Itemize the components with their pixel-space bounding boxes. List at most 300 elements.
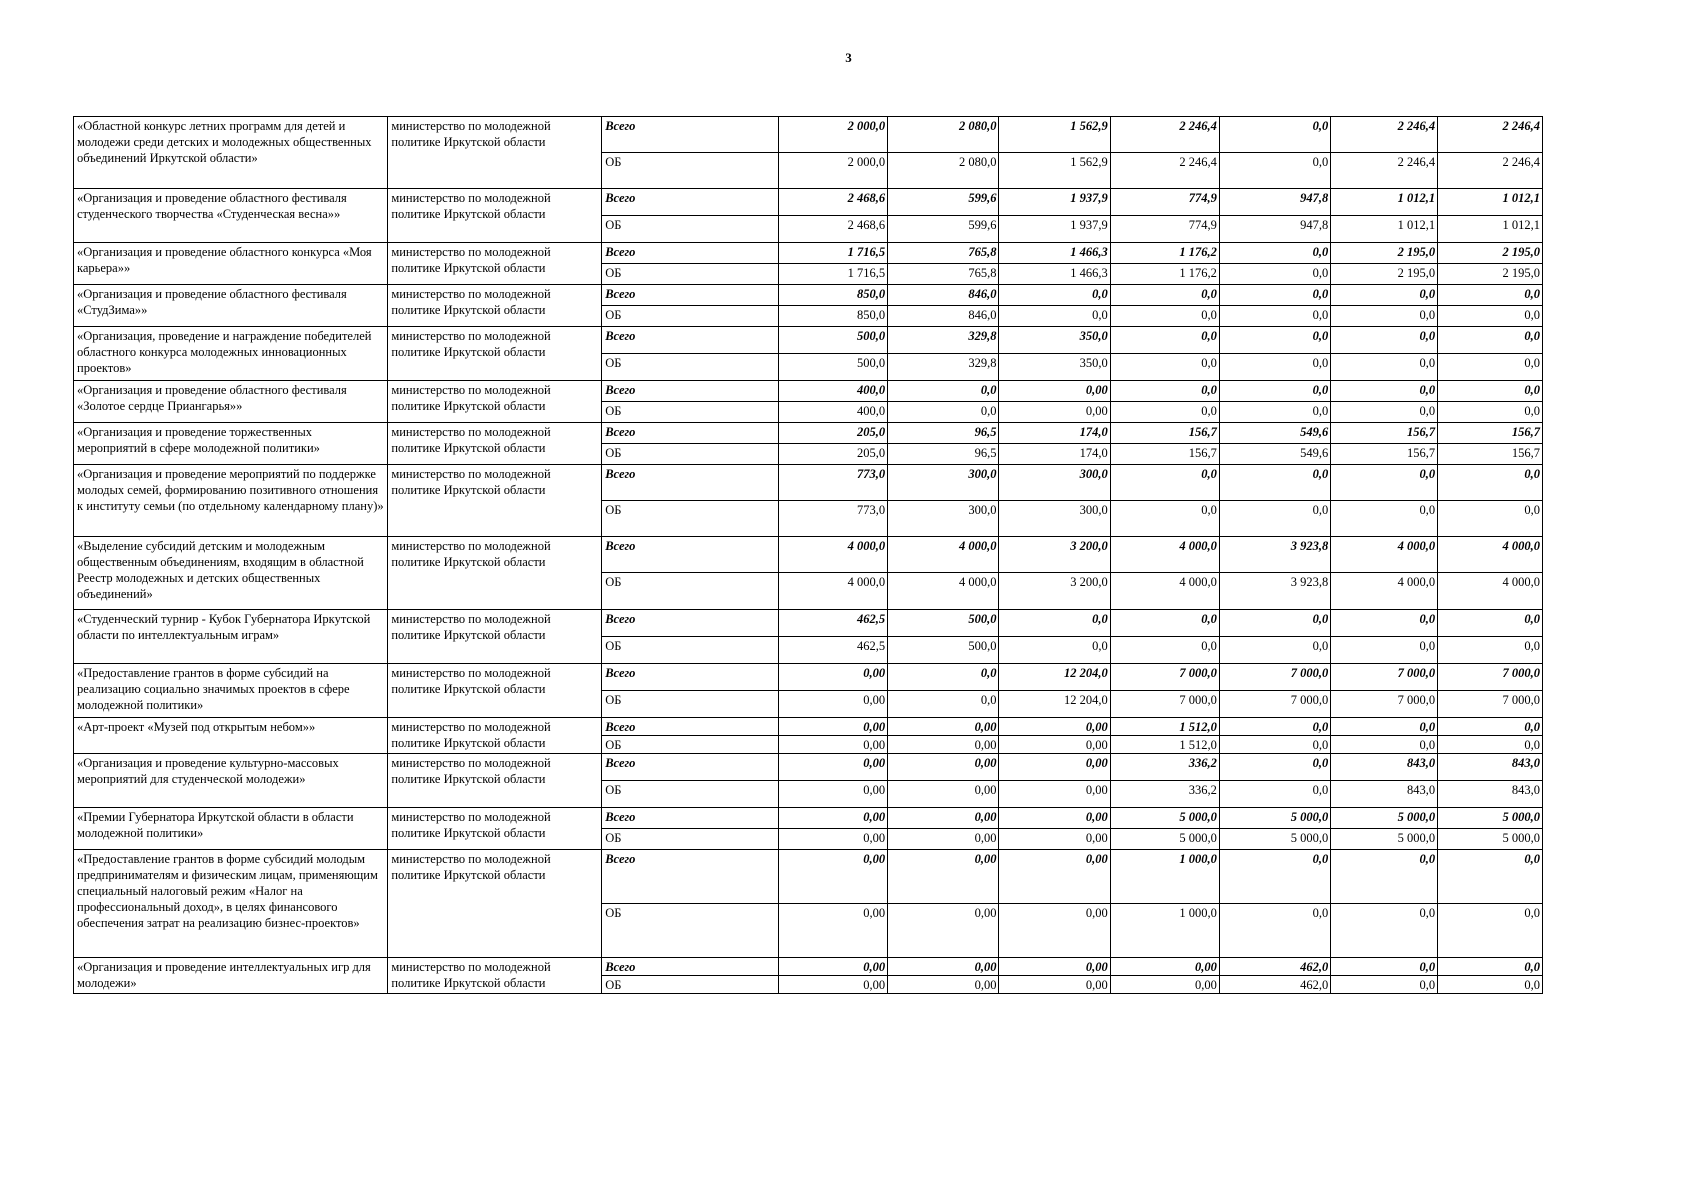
ob-value-cell: 0,0 — [1438, 306, 1543, 327]
table-row-total — [74, 610, 1543, 637]
ob-value-cell: 329,8 — [888, 354, 999, 381]
total-value-cell: 0,0 — [1219, 610, 1330, 637]
funding-source-ob-label: ОБ — [602, 781, 779, 808]
executor-cell: министерство по молодежной политике Иркутской области — [388, 754, 602, 808]
executor-cell: министерство по молодежной политике Иркутской области — [388, 718, 602, 754]
total-value-cell: 4 000,0 — [1438, 537, 1543, 573]
executor-cell: министерство по молодежной политике Иркутской области — [388, 243, 602, 285]
total-value-cell: 0,0 — [1219, 327, 1330, 354]
event-name-cell: «Организация и проведение интеллектуальных игр для молодежи» — [74, 958, 388, 994]
funding-source-ob-label: ОБ — [602, 402, 779, 423]
table-row-total — [74, 850, 1543, 904]
ob-value-cell: 1 716,5 — [779, 264, 888, 285]
ob-value-cell: 0,0 — [1219, 402, 1330, 423]
ob-value-cell: 205,0 — [779, 444, 888, 465]
ob-value-cell: 7 000,0 — [1438, 691, 1543, 718]
event-name-cell: «Организация и проведение мероприятий по поддержке молодых семей, формированию позитивного отношения к институту семьи (по отдельному календарному плану)» — [74, 465, 388, 537]
total-value-cell: 0,0 — [1331, 610, 1438, 637]
total-value-cell: 7 000,0 — [1110, 664, 1219, 691]
ob-value-cell: 0,00 — [888, 736, 999, 754]
ob-value-cell: 0,0 — [1438, 976, 1543, 994]
table-row-total — [74, 958, 1543, 976]
total-value-cell: 500,0 — [888, 610, 999, 637]
total-value-cell: 0,00 — [888, 718, 999, 736]
total-value-cell: 96,5 — [888, 423, 999, 444]
ob-value-cell: 0,0 — [1438, 736, 1543, 754]
event-name-cell: «Студенческий турнир - Кубок Губернатора Иркутской области по интеллектуальным играм» — [74, 610, 388, 664]
funding-source-ob-label: ОБ — [602, 691, 779, 718]
funding-source-total-label: Всего — [602, 850, 779, 904]
total-value-cell: 0,0 — [1438, 958, 1543, 976]
executor-cell: министерство по молодежной политике Иркутской области — [388, 423, 602, 465]
funding-source-total-label: Всего — [602, 754, 779, 781]
executor-cell: министерство по молодежной политике Иркутской области — [388, 285, 602, 327]
total-value-cell: 0,00 — [999, 718, 1110, 736]
ob-value-cell: 0,0 — [1331, 637, 1438, 664]
ob-value-cell: 0,0 — [1331, 736, 1438, 754]
funding-source-total-label: Всего — [602, 808, 779, 829]
total-value-cell: 0,00 — [999, 850, 1110, 904]
event-name-cell: «Организация и проведение областного фестиваля «СтудЗима»» — [74, 285, 388, 327]
ob-value-cell: 0,00 — [779, 904, 888, 958]
total-value-cell: 2 246,4 — [1331, 117, 1438, 153]
total-value-cell: 2 468,6 — [779, 189, 888, 216]
total-value-cell: 1 000,0 — [1110, 850, 1219, 904]
ob-value-cell: 850,0 — [779, 306, 888, 327]
ob-value-cell: 156,7 — [1331, 444, 1438, 465]
table-row-total — [74, 808, 1543, 829]
funding-source-total-label: Всего — [602, 537, 779, 573]
total-value-cell: 300,0 — [999, 465, 1110, 501]
ob-value-cell: 0,0 — [1110, 637, 1219, 664]
funding-source-ob-label: ОБ — [602, 501, 779, 537]
ob-value-cell: 0,0 — [1110, 402, 1219, 423]
ob-value-cell: 5 000,0 — [1110, 829, 1219, 850]
total-value-cell: 0,0 — [888, 664, 999, 691]
ob-value-cell: 7 000,0 — [1110, 691, 1219, 718]
ob-value-cell: 462,5 — [779, 637, 888, 664]
ob-value-cell: 774,9 — [1110, 216, 1219, 243]
ob-value-cell: 1 466,3 — [999, 264, 1110, 285]
total-value-cell: 0,0 — [1110, 381, 1219, 402]
total-value-cell: 0,00 — [999, 754, 1110, 781]
budget-table-body — [74, 117, 1543, 994]
table-row-total — [74, 718, 1543, 736]
ob-value-cell: 2 246,4 — [1110, 153, 1219, 189]
funding-source-total-label: Всего — [602, 610, 779, 637]
total-value-cell: 0,00 — [999, 381, 1110, 402]
ob-value-cell: 300,0 — [888, 501, 999, 537]
ob-value-cell: 0,0 — [1219, 153, 1330, 189]
total-value-cell: 4 000,0 — [888, 537, 999, 573]
event-name-cell: «Выделение субсидий детским и молодежным общественным объединениям, входящим в областной Реестр молодежных и детских общественных объединений» — [74, 537, 388, 610]
ob-value-cell: 0,00 — [888, 829, 999, 850]
funding-source-total-label: Всего — [602, 381, 779, 402]
funding-source-total-label: Всего — [602, 664, 779, 691]
total-value-cell: 846,0 — [888, 285, 999, 306]
total-value-cell: 4 000,0 — [779, 537, 888, 573]
ob-value-cell: 2 246,4 — [1331, 153, 1438, 189]
total-value-cell: 0,00 — [1110, 958, 1219, 976]
executor-cell: министерство по молодежной политике Иркутской области — [388, 664, 602, 718]
ob-value-cell: 0,0 — [1438, 354, 1543, 381]
ob-value-cell: 0,0 — [1331, 904, 1438, 958]
ob-value-cell: 1 000,0 — [1110, 904, 1219, 958]
total-value-cell: 205,0 — [779, 423, 888, 444]
table-row-total — [74, 285, 1543, 306]
total-value-cell: 0,00 — [779, 754, 888, 781]
ob-value-cell: 2 080,0 — [888, 153, 999, 189]
funding-source-ob-label: ОБ — [602, 264, 779, 285]
total-value-cell: 0,00 — [888, 754, 999, 781]
total-value-cell: 156,7 — [1438, 423, 1543, 444]
total-value-cell: 156,7 — [1110, 423, 1219, 444]
ob-value-cell: 0,00 — [999, 976, 1110, 994]
ob-value-cell: 0,0 — [1331, 402, 1438, 423]
total-value-cell: 2 080,0 — [888, 117, 999, 153]
total-value-cell: 0,0 — [1438, 718, 1543, 736]
total-value-cell: 2 246,4 — [1110, 117, 1219, 153]
funding-source-total-label: Всего — [602, 117, 779, 153]
ob-value-cell: 0,00 — [999, 829, 1110, 850]
event-name-cell: «Организация и проведение торжественных мероприятий в сфере молодежной политики» — [74, 423, 388, 465]
ob-value-cell: 0,0 — [888, 402, 999, 423]
executor-cell: министерство по молодежной политике Иркутской области — [388, 537, 602, 610]
executor-cell: министерство по молодежной политике Иркутской области — [388, 465, 602, 537]
table-row-total — [74, 381, 1543, 402]
total-value-cell: 0,00 — [888, 850, 999, 904]
ob-value-cell: 96,5 — [888, 444, 999, 465]
ob-value-cell: 7 000,0 — [1331, 691, 1438, 718]
total-value-cell: 1 562,9 — [999, 117, 1110, 153]
executor-cell: министерство по молодежной политике Иркутской области — [388, 610, 602, 664]
total-value-cell: 350,0 — [999, 327, 1110, 354]
ob-value-cell: 0,00 — [779, 976, 888, 994]
ob-value-cell: 599,6 — [888, 216, 999, 243]
ob-value-cell: 0,00 — [779, 736, 888, 754]
ob-value-cell: 7 000,0 — [1219, 691, 1330, 718]
total-value-cell: 2 195,0 — [1438, 243, 1543, 264]
total-value-cell: 0,0 — [1219, 243, 1330, 264]
total-value-cell: 0,0 — [1219, 381, 1330, 402]
ob-value-cell: 0,00 — [999, 904, 1110, 958]
total-value-cell: 1 012,1 — [1438, 189, 1543, 216]
total-value-cell: 462,5 — [779, 610, 888, 637]
ob-value-cell: 0,0 — [1219, 354, 1330, 381]
total-value-cell: 0,00 — [779, 850, 888, 904]
ob-value-cell: 1 176,2 — [1110, 264, 1219, 285]
total-value-cell: 12 204,0 — [999, 664, 1110, 691]
ob-value-cell: 0,0 — [1219, 904, 1330, 958]
total-value-cell: 0,0 — [1438, 465, 1543, 501]
total-value-cell: 7 000,0 — [1438, 664, 1543, 691]
total-value-cell: 0,00 — [779, 664, 888, 691]
ob-value-cell: 0,00 — [779, 829, 888, 850]
ob-value-cell: 0,0 — [1219, 264, 1330, 285]
total-value-cell: 3 923,8 — [1219, 537, 1330, 573]
ob-value-cell: 947,8 — [1219, 216, 1330, 243]
table-row-total — [74, 465, 1543, 501]
total-value-cell: 500,0 — [779, 327, 888, 354]
ob-value-cell: 1 512,0 — [1110, 736, 1219, 754]
total-value-cell: 0,0 — [1438, 850, 1543, 904]
ob-value-cell: 174,0 — [999, 444, 1110, 465]
total-value-cell: 0,0 — [999, 285, 1110, 306]
executor-cell: министерство по молодежной политике Иркутской области — [388, 808, 602, 850]
ob-value-cell: 1 937,9 — [999, 216, 1110, 243]
ob-value-cell: 2 195,0 — [1438, 264, 1543, 285]
total-value-cell: 0,0 — [1331, 381, 1438, 402]
event-name-cell: «Премии Губернатора Иркутской области в области молодежной политики» — [74, 808, 388, 850]
ob-value-cell: 0,0 — [1110, 501, 1219, 537]
total-value-cell: 0,00 — [779, 718, 888, 736]
event-name-cell: «Организация и проведение областного конкурса «Моя карьера»» — [74, 243, 388, 285]
ob-value-cell: 2 246,4 — [1438, 153, 1543, 189]
total-value-cell: 0,00 — [999, 808, 1110, 829]
event-name-cell: «Организация, проведение и награждение победителей областного конкурса молодежных инновационных проектов» — [74, 327, 388, 381]
ob-value-cell: 4 000,0 — [1110, 573, 1219, 610]
ob-value-cell: 4 000,0 — [1331, 573, 1438, 610]
funding-source-ob-label: ОБ — [602, 976, 779, 994]
funding-source-ob-label: ОБ — [602, 829, 779, 850]
event-name-cell: «Арт-проект «Музей под открытым небом»» — [74, 718, 388, 754]
ob-value-cell: 0,00 — [888, 904, 999, 958]
total-value-cell: 947,8 — [1219, 189, 1330, 216]
total-value-cell: 1 937,9 — [999, 189, 1110, 216]
total-value-cell: 850,0 — [779, 285, 888, 306]
ob-value-cell: 765,8 — [888, 264, 999, 285]
funding-source-ob-label: ОБ — [602, 444, 779, 465]
budget-table — [73, 116, 1543, 994]
ob-value-cell: 0,0 — [1438, 637, 1543, 664]
total-value-cell: 0,0 — [1438, 327, 1543, 354]
ob-value-cell: 0,00 — [999, 781, 1110, 808]
total-value-cell: 300,0 — [888, 465, 999, 501]
total-value-cell: 174,0 — [999, 423, 1110, 444]
total-value-cell: 0,0 — [999, 610, 1110, 637]
ob-value-cell: 2 468,6 — [779, 216, 888, 243]
funding-source-ob-label: ОБ — [602, 306, 779, 327]
total-value-cell: 599,6 — [888, 189, 999, 216]
total-value-cell: 7 000,0 — [1219, 664, 1330, 691]
total-value-cell: 0,0 — [1331, 958, 1438, 976]
ob-value-cell: 0,0 — [1219, 501, 1330, 537]
total-value-cell: 0,0 — [1438, 610, 1543, 637]
total-value-cell: 0,0 — [1331, 718, 1438, 736]
total-value-cell: 0,0 — [1331, 285, 1438, 306]
ob-value-cell: 773,0 — [779, 501, 888, 537]
table-row-total — [74, 189, 1543, 216]
ob-value-cell: 0,00 — [779, 781, 888, 808]
ob-value-cell: 2 000,0 — [779, 153, 888, 189]
total-value-cell: 329,8 — [888, 327, 999, 354]
ob-value-cell: 0,00 — [888, 781, 999, 808]
ob-value-cell: 4 000,0 — [779, 573, 888, 610]
total-value-cell: 3 200,0 — [999, 537, 1110, 573]
page-number: 3 — [845, 50, 852, 65]
total-value-cell: 0,0 — [1110, 285, 1219, 306]
total-value-cell: 0,0 — [1110, 610, 1219, 637]
ob-value-cell: 0,0 — [1331, 306, 1438, 327]
total-value-cell: 1 176,2 — [1110, 243, 1219, 264]
total-value-cell: 774,9 — [1110, 189, 1219, 216]
ob-value-cell: 350,0 — [999, 354, 1110, 381]
funding-source-ob-label: ОБ — [602, 153, 779, 189]
total-value-cell: 0,0 — [888, 381, 999, 402]
table-row-total — [74, 664, 1543, 691]
total-value-cell: 2 195,0 — [1331, 243, 1438, 264]
ob-value-cell: 0,0 — [1331, 501, 1438, 537]
ob-value-cell: 0,0 — [1110, 354, 1219, 381]
ob-value-cell: 0,0 — [1438, 402, 1543, 423]
total-value-cell: 0,0 — [1331, 327, 1438, 354]
funding-source-total-label: Всего — [602, 285, 779, 306]
total-value-cell: 0,0 — [1219, 850, 1330, 904]
total-value-cell: 0,0 — [1219, 718, 1330, 736]
table-row-total — [74, 327, 1543, 354]
total-value-cell: 4 000,0 — [1331, 537, 1438, 573]
ob-value-cell: 0,0 — [999, 637, 1110, 664]
executor-cell: министерство по молодежной политике Иркутской области — [388, 381, 602, 423]
total-value-cell: 2 000,0 — [779, 117, 888, 153]
ob-value-cell: 0,00 — [779, 691, 888, 718]
event-name-cell: «Предоставление грантов в форме субсидий на реализацию социально значимых проектов в сфере молодежной политики» — [74, 664, 388, 718]
executor-cell: министерство по молодежной политике Иркутской области — [388, 850, 602, 958]
total-value-cell: 336,2 — [1110, 754, 1219, 781]
total-value-cell: 0,0 — [1219, 754, 1330, 781]
total-value-cell: 4 000,0 — [1110, 537, 1219, 573]
funding-source-ob-label: ОБ — [602, 637, 779, 664]
ob-value-cell: 3 923,8 — [1219, 573, 1330, 610]
ob-value-cell: 500,0 — [779, 354, 888, 381]
funding-source-total-label: Всего — [602, 327, 779, 354]
ob-value-cell: 336,2 — [1110, 781, 1219, 808]
total-value-cell: 0,0 — [1438, 381, 1543, 402]
total-value-cell: 400,0 — [779, 381, 888, 402]
ob-value-cell: 462,0 — [1219, 976, 1330, 994]
ob-value-cell: 0,0 — [1219, 306, 1330, 327]
ob-value-cell: 0,0 — [888, 691, 999, 718]
executor-cell: министерство по молодежной политике Иркутской области — [388, 117, 602, 189]
total-value-cell: 0,00 — [888, 958, 999, 976]
total-value-cell: 5 000,0 — [1219, 808, 1330, 829]
funding-source-ob-label: ОБ — [602, 354, 779, 381]
total-value-cell: 156,7 — [1331, 423, 1438, 444]
ob-value-cell: 0,0 — [1331, 354, 1438, 381]
ob-value-cell: 4 000,0 — [1438, 573, 1543, 610]
ob-value-cell: 843,0 — [1331, 781, 1438, 808]
total-value-cell: 0,0 — [1331, 850, 1438, 904]
total-value-cell: 7 000,0 — [1331, 664, 1438, 691]
funding-source-ob-label: ОБ — [602, 904, 779, 958]
total-value-cell: 0,0 — [1110, 465, 1219, 501]
funding-source-total-label: Всего — [602, 423, 779, 444]
ob-value-cell: 156,7 — [1110, 444, 1219, 465]
ob-value-cell: 2 195,0 — [1331, 264, 1438, 285]
funding-source-total-label: Всего — [602, 189, 779, 216]
total-value-cell: 0,0 — [1219, 465, 1330, 501]
event-name-cell: «Областной конкурс летних программ для детей и молодежи среди детских и молодежных общественных объединений Иркутской области» — [74, 117, 388, 189]
ob-value-cell: 0,00 — [1110, 976, 1219, 994]
ob-value-cell: 300,0 — [999, 501, 1110, 537]
funding-source-ob-label: ОБ — [602, 573, 779, 610]
total-value-cell: 0,0 — [1219, 285, 1330, 306]
total-value-cell: 843,0 — [1331, 754, 1438, 781]
ob-value-cell: 12 204,0 — [999, 691, 1110, 718]
event-name-cell: «Организация и проведение областного фестиваля студенческого творчества «Студенческая весна»» — [74, 189, 388, 243]
executor-cell: министерство по молодежной политике Иркутской области — [388, 327, 602, 381]
ob-value-cell: 500,0 — [888, 637, 999, 664]
total-value-cell: 843,0 — [1438, 754, 1543, 781]
total-value-cell: 0,00 — [779, 808, 888, 829]
ob-value-cell: 0,0 — [1219, 781, 1330, 808]
funding-source-total-label: Всего — [602, 243, 779, 264]
total-value-cell: 1 512,0 — [1110, 718, 1219, 736]
ob-value-cell: 5 000,0 — [1331, 829, 1438, 850]
total-value-cell: 1 012,1 — [1331, 189, 1438, 216]
total-value-cell: 0,0 — [1438, 285, 1543, 306]
funding-source-total-label: Всего — [602, 958, 779, 976]
ob-value-cell: 0,00 — [888, 976, 999, 994]
ob-value-cell: 5 000,0 — [1438, 829, 1543, 850]
total-value-cell: 549,6 — [1219, 423, 1330, 444]
ob-value-cell: 0,0 — [1110, 306, 1219, 327]
ob-value-cell: 3 200,0 — [999, 573, 1110, 610]
total-value-cell: 462,0 — [1219, 958, 1330, 976]
total-value-cell: 5 000,0 — [1438, 808, 1543, 829]
ob-value-cell: 400,0 — [779, 402, 888, 423]
ob-value-cell: 843,0 — [1438, 781, 1543, 808]
ob-value-cell: 0,0 — [1331, 976, 1438, 994]
event-name-cell: «Предоставление грантов в форме субсидий молодым предпринимателям и физическим лицам, применяющим специальный налоговый режим «Налог на профессиональный доход», в целях финансового обеспечения затрат на реализацию бизнес-проектов» — [74, 850, 388, 958]
ob-value-cell: 5 000,0 — [1219, 829, 1330, 850]
ob-value-cell: 0,0 — [999, 306, 1110, 327]
total-value-cell: 0,0 — [1110, 327, 1219, 354]
ob-value-cell: 0,0 — [1438, 904, 1543, 958]
ob-value-cell: 0,0 — [1219, 637, 1330, 664]
total-value-cell: 2 246,4 — [1438, 117, 1543, 153]
total-value-cell: 1 466,3 — [999, 243, 1110, 264]
event-name-cell: «Организация и проведение культурно-массовых мероприятий для студенческой молодежи» — [74, 754, 388, 808]
ob-value-cell: 156,7 — [1438, 444, 1543, 465]
ob-value-cell: 846,0 — [888, 306, 999, 327]
ob-value-cell: 0,0 — [1438, 501, 1543, 537]
total-value-cell: 0,00 — [999, 958, 1110, 976]
executor-cell: министерство по молодежной политике Иркутской области — [388, 958, 602, 994]
ob-value-cell: 1 012,1 — [1438, 216, 1543, 243]
total-value-cell: 1 716,5 — [779, 243, 888, 264]
ob-value-cell: 0,00 — [999, 736, 1110, 754]
ob-value-cell: 0,0 — [1219, 736, 1330, 754]
executor-cell: министерство по молодежной политике Иркутской области — [388, 189, 602, 243]
event-name-cell: «Организация и проведение областного фестиваля «Золотое сердце Приангарья»» — [74, 381, 388, 423]
total-value-cell: 0,0 — [1219, 117, 1330, 153]
funding-source-ob-label: ОБ — [602, 216, 779, 243]
total-value-cell: 0,00 — [888, 808, 999, 829]
table-row-total — [74, 117, 1543, 153]
funding-source-total-label: Всего — [602, 465, 779, 501]
total-value-cell: 765,8 — [888, 243, 999, 264]
total-value-cell: 0,00 — [779, 958, 888, 976]
ob-value-cell: 549,6 — [1219, 444, 1330, 465]
funding-source-total-label: Всего — [602, 718, 779, 736]
table-row-total — [74, 243, 1543, 264]
ob-value-cell: 4 000,0 — [888, 573, 999, 610]
ob-value-cell: 1 562,9 — [999, 153, 1110, 189]
table-row-total — [74, 754, 1543, 781]
total-value-cell: 5 000,0 — [1331, 808, 1438, 829]
total-value-cell: 773,0 — [779, 465, 888, 501]
